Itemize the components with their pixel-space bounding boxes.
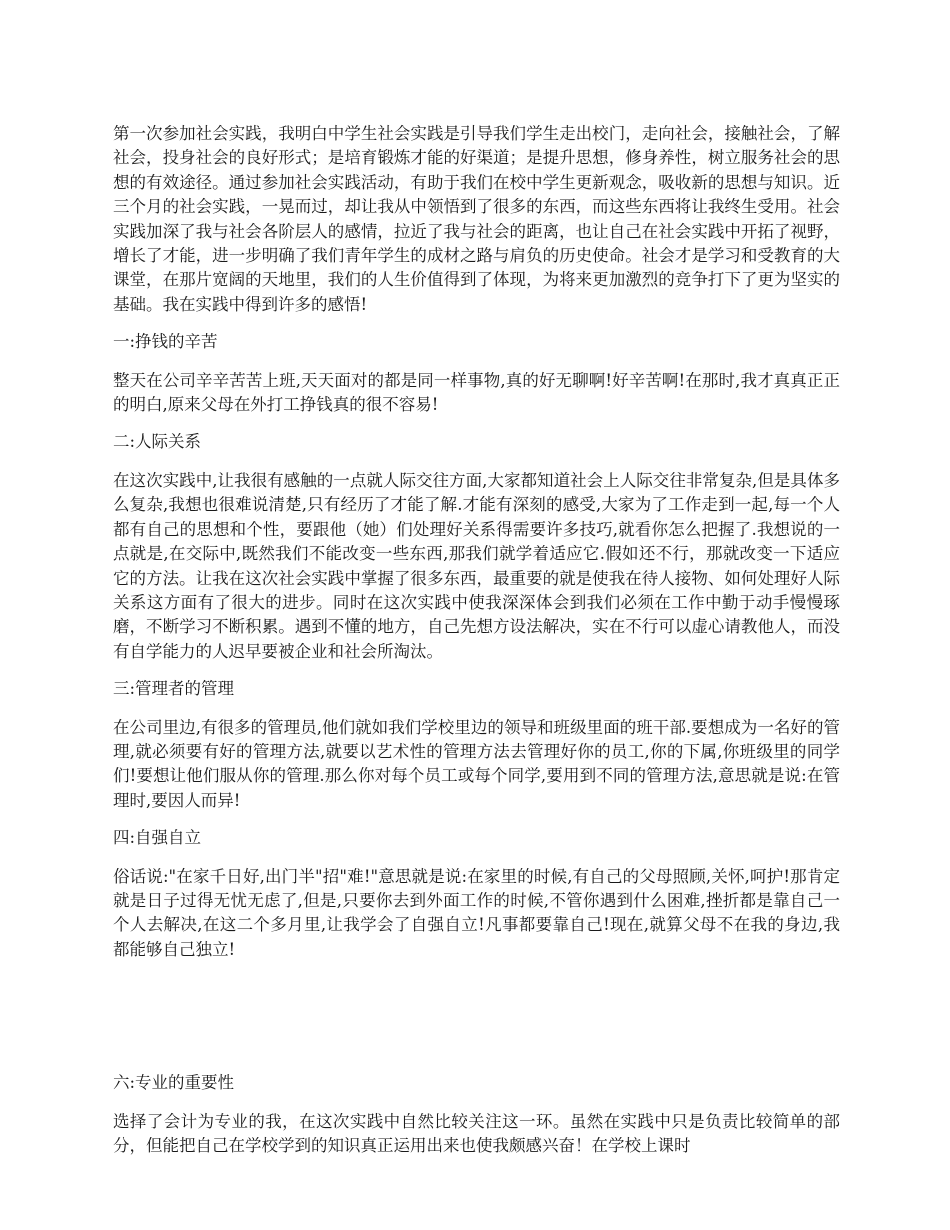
section-earning — [113, 330, 840, 417]
section-management — [113, 677, 840, 813]
section-heading: 四:自强自立 — [113, 828, 202, 848]
section-paragraph: 在这次实践中,让我很有感触的一点就人际交往方面,大家都知道社会上人际交往非常复杂,但是具体多么复杂,我想也很难说清楚,只有经历了才能了解.才能有深刻的感受,大家为了工作走到一起,每一个人都有自己的思想和个性，要跟他（她）们处理好关系得需要许多技巧,就看你怎么把握了.我想说的一点就是,在交际中,既然我们不能改变一些东西,那我们就学着适应它.假如还不行，那就改变一下适应它的方法。让我在这次社会实践中掌握了很多东西，最重要的就是使我在待人接物、如何处理好人际关系这方面有了很大的进步。同时在这次实践中使我深深体会到我们必须在工作中勤于动手慢慢琢磨，不断学习不断积累。遇到不懂的地方，自己先想方设法解决，实在不行可以虚心请教他人，而没有自学能力的人迟早要被企业和社会所淘汰。 — [113, 470, 840, 661]
blank-gap — [113, 975, 840, 1071]
section-major-importance — [113, 1071, 840, 1158]
section-heading: 一:挣钱的辛苦 — [113, 332, 218, 352]
section-paragraph: 在公司里边,有很多的管理员,他们就如我们学校里边的领导和班级里面的班干部.要想成为一名好的管理,就必须要有好的管理方法,就要以艺术性的管理方法去管理好你的员工,你的下属,你班级里的同学们!要想让他们服从你的管理.那么你对每个员工或每个同学,要用到不同的管理方法,意思就是说:在管理时,要因人而异! — [113, 717, 840, 810]
section-heading: 三:管理者的管理 — [113, 679, 235, 699]
section-heading: 六:专业的重要性 — [113, 1073, 235, 1093]
intro-paragraph: 第一次参加社会实践，我明白中学生社会实践是引导我们学生走出校门，走向社会，接触社会，了解社会，投身社会的良好形式；是培育锻炼才能的好渠道；是提升思想，修身养性，树立服务社会的思想的有效途径。通过参加社会实践活动，有助于我们在校中学生更新观念，吸收新的思想与知识。近三个月的社会实践，一晃而过，却让我从中领悟到了很多的东西，而这些东西将让我终生受用。社会实践加深了我与社会各阶层人的感情，拉近了我与社会的距离，也让自己在社会实践中开拓了视野，增长了才能，进一步明确了我们青年学生的成材之路与肩负的历史使命。社会才是学习和受教育的大课堂，在那片宽阔的天地里，我们的人生价值得到了体现，为将来更加激烈的竞争打下了更为坚实的基础。我在实践中得到许多的感悟! — [113, 124, 840, 314]
section-paragraph: 整天在公司辛辛苦苦上班,天天面对的都是同一样事物,真的好无聊啊!好辛苦啊!在那时,我才真真正正的明白,原来父母在外打工挣钱真的很不容易! — [113, 370, 840, 415]
document-page — [113, 122, 840, 1158]
section-paragraph: 选择了会计为专业的我，在这次实践中自然比较关注这一环。虽然在实践中只是负责比较简单的部分，但能把自己在学校学到的知识真正运用出来也使我颇感兴奋！在学校上课时 — [113, 1111, 840, 1155]
section-self-reliance — [113, 826, 840, 962]
section-relationships — [113, 430, 840, 664]
section-heading: 二:人际关系 — [113, 432, 202, 452]
section-paragraph: 俗话说:"在家千日好,出门半"招"难!"意思就是说:在家里的时候,有自己的父母照顾,关怀,呵护!那肯定就是日子过得无忧无虑了,但是,只要你去到外面工作的时候,不管你遇到什么困难,挫折都是靠自己一个人去解决,在这二个多月里,让我学会了自强自立!凡事都要靠自己!现在,就算父母不在我的身边,我都能够自己独立! — [113, 866, 840, 959]
